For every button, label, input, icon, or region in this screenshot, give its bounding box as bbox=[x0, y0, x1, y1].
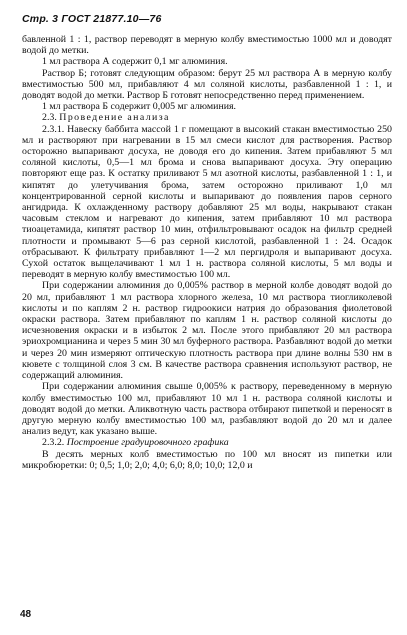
page-header: Стр. 3 ГОСТ 21877.10—76 bbox=[22, 13, 162, 25]
section-title: Построение градуировочного графика bbox=[66, 437, 229, 449]
paragraph-continuation: бавленной 1 : 1, раствор переводят в мерную колбу вместимостью 1000 мл и доводят водой до метки. bbox=[22, 34, 392, 57]
page-number: 48 bbox=[20, 609, 32, 620]
document-body bbox=[22, 34, 392, 471]
section-number: 2.3. bbox=[42, 112, 57, 124]
paragraph-solution-b-content: 1 мл раствора Б содержит 0,005 мг алюминия. bbox=[42, 101, 237, 113]
paragraph-solution-a-content: 1 мл раствора А содержит 0,1 мг алюминия. bbox=[42, 56, 228, 68]
section-heading-calibration bbox=[22, 437, 392, 448]
paragraph-low-aluminium: При содержании алюминия до 0,005% раствор в мерной колбе доводят водой до 20 мл, прибавляют 1 мл раствора хлорного железа, 10 мл раствора тиогликолевой кислоты и по каплям 2 н. раствор гидроокиси натрия до образования фиолетовой окраски раствора. Затем прибавляют по каплям 1 н. раствор соляной кислоты до исчезновения окраски и в избыток 2 мл. После этого прибавляют 20 мл раствора эриохромцианина и через 5 мин 30 мл буферного раствора. Разбавляют водой до метки и через 20 мин измеряют оптическую плотность раствора при длине волны 530 нм в кювете с толщиной слоя 3 см. В качестве раствора сравнения используют раствор, не содержащий алюминия. bbox=[22, 280, 392, 382]
section-heading-analysis bbox=[22, 112, 392, 123]
section-number: 2.3.2. bbox=[42, 437, 65, 449]
paragraph-2-3-1: 2.3.1. Навеску баббита массой 1 г помещают в высокий стакан вместимостью 250 мл и растворяют при нагревании в 15 мл смеси кислот для растворения. Раствор осторожно выпаривают досуха, не доводя его до кипения. Затем прибавляют 5 мл соляной кислоты, 0,5—1 мл брома и снова выпаривают досуха. Эту операцию повторяют еще раз. К остатку приливают 5 мл азотной кислоты, разбавленной 1 : 1, и кипятят до улетучивания брома, затем осторожно приливают 1,0 мл концентрированной серной кислоты и выпаривают до появления паров серного ангидрида. К охлажденному раствору добавляют 25 мл воды, накрывают стакан часовым стеклом и нагревают до кипения, затем прибавляют 10 мл раствора тиоацетамида, кипятят раствор 10 мин, отфильтровывают осадок на фильтр средней плотности и промывают 5—6 раз серной кислотой, разбавленной 1 : 24. Осадок отбрасывают. К фильтрату прибавляют 1—2 мл пергидроля и выпаривают досуха. Сухой остаток выщелачивают 1 мл 1 н. раствора соляной кислоты, 5 мл воды и переводят в мерную колбу вместимостью 100 мл. bbox=[22, 123, 392, 281]
section-title: Проведение анализа bbox=[59, 112, 170, 124]
paragraph-calibration: В десять мерных колб вместимостью по 100 мл вносят из пипетки или микробюретки: 0; 0,5; 1,0; 2,0; 4,0; 6,0; 8,0; 10,0; 12,0 и bbox=[22, 448, 392, 471]
paragraph-high-aluminium: При содержании алюминия свыше 0,005% к раствору, переведенному в мерную колбу вместимостью 100 мл, прибавляют 10 мл 1 н. раствора соляной кислоты и доводят водой до метки. Аликвотную часть раствора отбирают пипеткой и переносят в другую мерную колбу вместимостью 100 мл, разбавляют водой до 20 мл и далее анализ ведут, как указано выше. bbox=[22, 381, 392, 438]
paragraph-solution-b-prep: Раствор Б; готовят следующим образом: берут 25 мл раствора А в мерную колбу вместимостью 500 мл, прибавляют 4 мл соляной кислоты, разбавленной 1 : 1, и доводят водой до метки. Раствор Б готовят непосредственно перед применением. bbox=[22, 67, 392, 102]
